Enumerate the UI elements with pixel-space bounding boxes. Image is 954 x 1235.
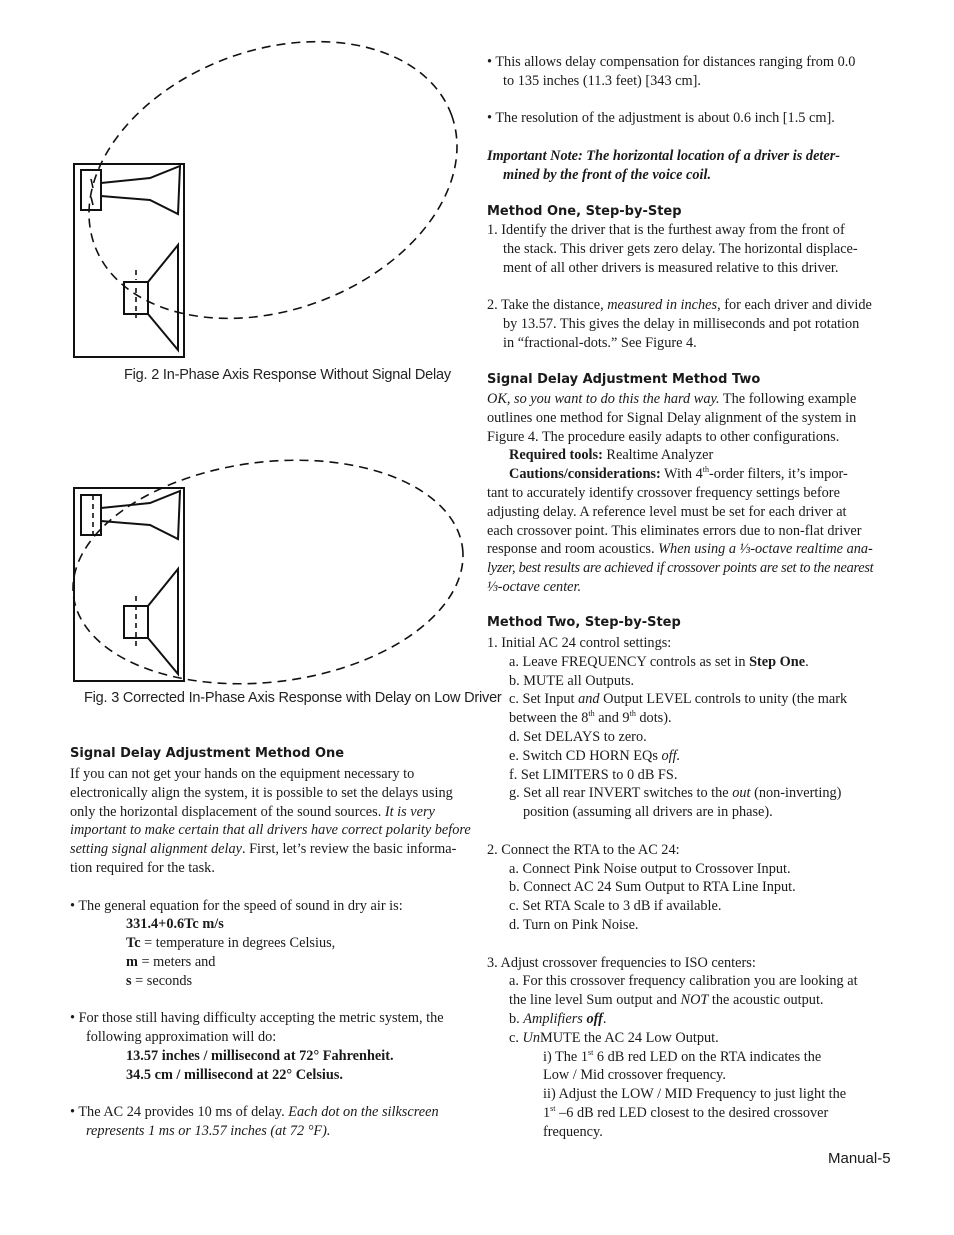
bullet-speed-of-sound: • The general equation for the speed of sound in dry air is: (70, 897, 403, 914)
important-note: Important Note: The horizontal location of a driver is deter- (487, 147, 841, 164)
step-2: 2. Take the distance, measured in inches, for each driver and divide (487, 297, 872, 314)
method-one-heading: Signal Delay Adjustment Method One (70, 746, 345, 761)
fig2-horn-flare (101, 166, 180, 214)
bullet-delay: • The AC 24 provides 10 ms of delay. Each dot on the silkscreen (70, 1104, 439, 1121)
method-one-steps-heading: Method One, Step-by-Step (487, 204, 682, 219)
fig3-speaker-cabinet (74, 488, 184, 681)
bullet-resolution: • The resolution of the adjustment is about 0.6 inch [1.5 cm]. (487, 110, 835, 127)
fig2-response-ellipse (60, 40, 480, 367)
method-two-heading: Signal Delay Adjustment Method Two (487, 372, 761, 387)
fig2-woofer-cone (148, 245, 178, 350)
fig2-diagram (60, 40, 480, 370)
m2-step-1: 1. Initial AC 24 control settings: (487, 635, 672, 651)
bullet-metric: • For those still having difficulty accepting the metric system, the (70, 1010, 444, 1027)
fig3-caption: Fig. 3 Corrected In-Phase Axis Response with Delay on Low Driver (84, 690, 502, 706)
step-1: 1. Identify the driver that is the furthest away from the front of (487, 222, 845, 238)
m2-step-3: 3. Adjust crossover frequencies to ISO centers: (487, 954, 756, 971)
method-two-steps: 1. Initial AC 24 control settings: a. Leave FREQUENCY controls as set in Step One. b. MUTE all Outputs. c. Set Input and Output LEVEL controls to unity (the mark between the 8th and 9th dots). d. Set DELAYS to zero. e. Switch CD HORN EQs off. f. Set LIMITERS to 0 dB FS. g. Set all rear INVERT switches to the out (non-inverting) position (assuming all drivers are in phase). 2. Connect the RTA to the AC 24: a. Connect Pink Noise output to Crossover Input. b. Connect AC 24 Sum Output to RTA Line Input. c. Set RTA Scale to 3 dB if available. d. Turn on Pink Noise. 3. Adjust crossover frequencies to ISO centers: a. For this crossover frequency calibration you are looking at the line level Sum output and NOT the acoustic output. b. Amplifiers off. c. UnMUTE the AC 24 Low Output. i) The 1st 6 dB red LED on the RTA indicates the Low / Mid crossover frequency. ii) Adjust the LOW / MID Frequency to just light the 1st –6 dB red LED closest to the desired crossover frequency. (487, 634, 887, 1142)
right-intro: • This allows delay compensation for distances ranging from 0.0 to 135 inches (11.3 feet) [343 cm]. • The resolution of the adjustment is about 0.6 inch [1.5 cm]. Important Note: The horizontal location of a driver is deter- mined by the front of the voice coil. (487, 53, 887, 185)
method-one-steps: 1. Identify the driver that is the furthest away from the front of the stack. This driver gets zero delay. The horizontal displace- ment of all other drivers is measured relative to this driver. 2. Take the distance, measured in inches, for each driver and divide by 13.57. This gives the delay in milliseconds and pot rotation in “fractional-dots.” See Figure 4. (487, 221, 887, 353)
m2-step-2: 2. Connect the RTA to the AC 24: (487, 841, 680, 858)
page-number: Manual-5 (828, 1150, 891, 1167)
fig3-response-ellipse (60, 445, 476, 695)
fig3-horn-driver (81, 495, 101, 535)
fig2-caption: Fig. 2 In-Phase Axis Response Without Signal Delay (124, 367, 451, 383)
fig3-diagram (60, 445, 480, 695)
method-two-steps-heading: Method Two, Step-by-Step (487, 615, 681, 630)
method-two-body: OK, so you want to do this the hard way. The following example outlines one method for Signal Delay alignment of the system in Figure 4. The procedure easily adapts to other configurations. Required tools: Realtime Analyzer Cautions/considerations: With 4th-order filters, it’s impor- tant to accurately identify crossover frequency settings before adjusting delay. A reference level must be set for each driver at each crossover point. This eliminates errors due to non-flat driver response and room acoustics. When using a ⅓-octave realtime ana- lyzer, best results are achieved if crossover points are set to the nearest ⅓-octave center. (487, 391, 874, 595)
bullet-range: • This allows delay compensation for distances ranging from 0.0 (487, 54, 856, 70)
speed-formula: 331.4+0.6Tc m/s (126, 916, 224, 933)
method-one-body: If you can not get your hands on the equipment necessary to electronically align the system, it is possible to set the delays using only the horizontal displacement of the sound sources. It is very important to make certain that all drivers have correct polarity before setting signal alignment delay. First, let’s review the basic informa- tion required for the task. • The general equation for the speed of sound in dry air is: 331.4+0.6Tc m/s Tc = temperature in degrees Celsius, m = meters and s = seconds • For those still having difficulty accepting the metric system, the following approximation will do: 13.57 inches / millisecond at 72° Fahrenheit. 34.5 cm / millisecond at 22° Celsius. • The AC 24 provides 10 ms of delay. Each dot on the silkscreen represents 1 ms or 13.57 inches (at 72 °F). (70, 766, 471, 1140)
fig3-woofer-cone (148, 569, 178, 674)
